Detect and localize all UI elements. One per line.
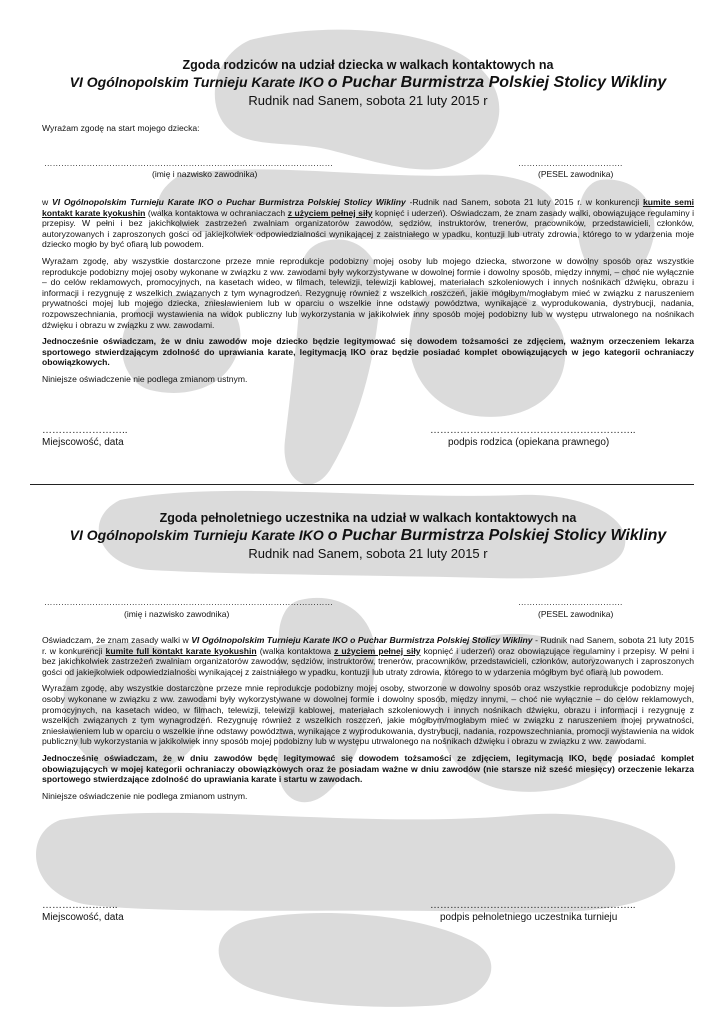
section1-signature-label: podpis rodzica (opiekana prawnego) — [448, 437, 610, 448]
section2-place-date-field[interactable]: ………………….. — [42, 900, 118, 911]
adult-consent-header — [42, 511, 694, 562]
section1-pesel-field[interactable]: ………………………………. — [518, 158, 623, 168]
section1-subtitle-cup: o Puchar Burmistrza Polskiej Stolicy Wikliny — [327, 74, 667, 91]
section1-p1-event: VI Ogólnopolskim Turnieju Karate IKO o Puchar Burmistrza Polskiej Stolicy Wikliny — [51, 197, 406, 207]
section1-paragraph-2: Wyrażam zgodę, aby wszystkie dostarczone przeze mnie reprodukcje podobizny mojej osoby lub mojego dziecka, stworzone w dowolny sposób oraz wszystkie reprodukcje podobizny mojej osoby wykonane w związku z ww. zawodami były wykorzystywane w dowolnej formie i dowolny sposób, między innymi, – choć nie wyłącznie – do celów reklamowych, promocyjnych, na kasetach wideo, w filmach, telewizji, telewizji kablowej, materiałach szkoleniowych i innych nośnikach dźwięku, obrazu i informacji i rezygnuję z wszelkich związanych z tym wynagrodzeń. Rezygnuję również z wszelkich roszczeń, jakie mógłbym/mogłabym mieć w związku z naruszeniem prywatności mojej lub mojego dziecka, zniesławieniem lub w oparciu o wszelkie inne odstawy powództwa, wynikające z wyprodukowania, dystrybucji, nadania, rozpowszechniania, promocji wystawienia na widok publiczny lub wykorzystania w jakikolwiek inny sposób mojej podobizny lub w występu utrwalonego na nośnikach dźwięku i obrazu w związku z ww. zawodami. — [42, 255, 694, 330]
section1-p1-full-force: z użyciem pełnej siły — [287, 207, 373, 218]
section2-p1-a: Oświadczam, że znam zasady walki w — [42, 635, 192, 645]
section1-place-date-field[interactable]: …………………….. — [42, 425, 128, 436]
section2-place-date: Rudnik nad Sanem, sobota 21 luty 2015 r — [248, 546, 488, 561]
section1-p1-w: w — [42, 197, 49, 207]
section1-p1-b: (walka kontaktowa w ochraniaczach — [145, 207, 288, 218]
section2-name-label: (imię i nazwisko zawodnika) — [124, 609, 230, 619]
section2-paragraph-1 — [42, 635, 694, 677]
section1-p1-kumite: kumite semi kontakt karate kyokushin — [42, 197, 694, 218]
section1-paragraph-4: Niniejsze oświadczenie nie podlega zmianom ustnym. — [42, 373, 248, 384]
section2-paragraph-2: Wyrażam zgodę, aby wszystkie dostarczone przeze mnie reprodukcje podobizny mojej osoby, stworzone w dowolny sposób oraz wszystkie reprodukcje podobizny mojej osoby wykonane w związku z ww. zawodami były wykorzystywane w dowolnej formie i dowolny sposób, między innymi, – choć nie wyłącznie – do celów reklamowych, promocyjnych, na kasetach wideo, w filmach, telewizji, telewizji kablowej, materiałach szkoleniowych i innych nośnikach dźwięku, obrazu i informacji i rezygnuję z wszelkich związanych z tym wynagrodzeń. Rezygnuję również z wszelkich roszczeń, jakie mógłbym/mogłabym mieć w związku z naruszeniem mojej prywatności, zniesławieniem lub w oparciu o wszelkie inne odstawy powództwa, wynikające z wyprodukowania, dystrybucji, nadania, rozpowszechniania, promocji wystawienia na widok publiczny lub wykorzystania w jakikolwiek inny sposób mojej podobizny lub w występu utrwalonego na nośnikach dźwięku i obrazu w związku z ww. zawodami. — [42, 683, 695, 747]
section1-p1-a: -Rudnik nad Sanem, sobota 21 luty 2015 r. w konkurencji — [405, 197, 643, 207]
section1-place-date: Rudnik nad Sanem, sobota 21 luty 2015 r — [248, 93, 488, 108]
section2-body — [42, 635, 694, 801]
section2-pesel-label: (PESEL zawodnika) — [538, 609, 614, 619]
section2-p1-kumite: kumite full kontakt karate kyokushin — [105, 645, 257, 656]
section2-signature-field[interactable]: …………………………………………………….. — [430, 900, 636, 911]
section2-p1-c: (walka kontaktowa — [256, 645, 335, 656]
section2-pesel-field[interactable]: ………………………………. — [518, 597, 623, 607]
section2-subtitle-event: VI Ogólnopolskim Turnieju Karate IKO — [69, 527, 324, 543]
section2-subtitle-cup: o Puchar Burmistrza Polskiej Stolicy Wikliny — [327, 527, 667, 544]
section1-paragraph-1 — [42, 197, 694, 250]
section1-name-label: (imię i nazwisko zawodnika) — [152, 169, 258, 179]
section1-pesel-label: (PESEL zawodnika) — [538, 169, 614, 179]
section1-title: Zgoda rodziców na udział dziecka w walkach kontaktowych na — [182, 58, 554, 72]
section2-p1-event: VI Ogólnopolskim Turnieju Karate IKO o Puchar Burmistrza Polskiej Stolicy Wikliny — [191, 635, 533, 645]
section1-name-field[interactable]: ………………………………………………………………………………………… — [44, 158, 333, 168]
section2-signature-label: podpis pełnoletniego uczestnika turnieju — [440, 912, 618, 923]
section1-subtitle — [42, 73, 694, 92]
parent-consent-header — [42, 58, 694, 109]
section2-subtitle — [42, 526, 694, 545]
section1-paragraph-3: Jednocześnie oświadczam, że w dniu zawodów moje dziecko będzie legitymować się dowodem tożsamości ze zdjęciem, ważnym orzeczeniem lekarza sportowego stwierdzającym zdolność do uprawiania karate, legitymacją IKO oraz będzie posiadać komplet obowiązujących w jego kategorii ochraniaczy obowiązkowych. — [42, 336, 694, 368]
section2-name-field[interactable]: ………………………………………………………………………………………… — [44, 597, 333, 607]
section2-paragraph-3: Jednocześnie oświadczam, że w dniu zawodów będę legitymować się dowodem tożsamości ze zdjęciem, legitymacją IKO, będę posiadać komplet obowiązujących w mojej kategorii ochraniaczy obowiązkowych oraz że posiadam ważne w dniu zawodów (nie starsze niż sześć miesięcy) orzeczenie lekarza sportowego stwierdzające zdolność do uprawiania karate i startu w zawodach. — [42, 752, 694, 785]
section2-p1-full-force: z użyciem pełnej siły — [334, 645, 421, 656]
section1-body — [42, 197, 694, 385]
section2-p1-b: - Rudnik nad Sanem, sobota 21 luty 2015 r. w konkurencji — [42, 635, 694, 656]
section1-place-date-label: Miejscowość, data — [42, 437, 124, 448]
section1-p1-c: kopnięć i uderzeń). Oświadczam, że znam zasady walki, obowiązujące regulaminy i przepisy. W pełni i bez jakichkolwiek zastrzeżeń zwalniam organizatorów zawodów, sędziów, instruktorów, trenerów, pracowników, przedstawicieli, członków, autoryzowanych i zaproszonych gości od jakiejkolwiek odpowiedzialności wynikającej z zaistniałego w ypadku, kontuzji lub utraty zdrowia, którego to w ydarzenia moje dziecko mogło by być ofiarą lub powodem. — [42, 207, 694, 250]
section2-p1-d: kopnięć i uderzeń) oraz obowiązujące regulaminy i przepisy. W pełni i bez jakichkolwiek zastrzeżeń zwalniam organizatorów zawodów, sędziów, instruktorów, trenerów, pracowników, przedstawicieli, członków, autoryzowanych i zaproszonych gości od jakiejkolwiek odpowiedzialności wynikającej z zaistniałego w ypadku, kontuzji lub utraty zdrowia, którego to w ydarzenia mógłbym być ofiarą lub powodem. — [42, 645, 695, 677]
section1-consent-intro: Wyrażam zgodę na start mojego dziecka: — [42, 123, 200, 133]
section-divider — [30, 484, 694, 485]
section2-place-date-label: Miejscowość, data — [42, 912, 124, 923]
section2-paragraph-4: Niniejsze oświadczenie nie podlega zmianom ustnym. — [42, 790, 248, 801]
section1-signature-field[interactable]: …………………………………………………….. — [430, 425, 636, 436]
section1-subtitle-event: VI Ogólnopolskim Turnieju Karate IKO — [69, 74, 324, 90]
section2-title: Zgoda pełnoletniego uczestnika na udział w walkach kontaktowych na — [159, 511, 577, 525]
